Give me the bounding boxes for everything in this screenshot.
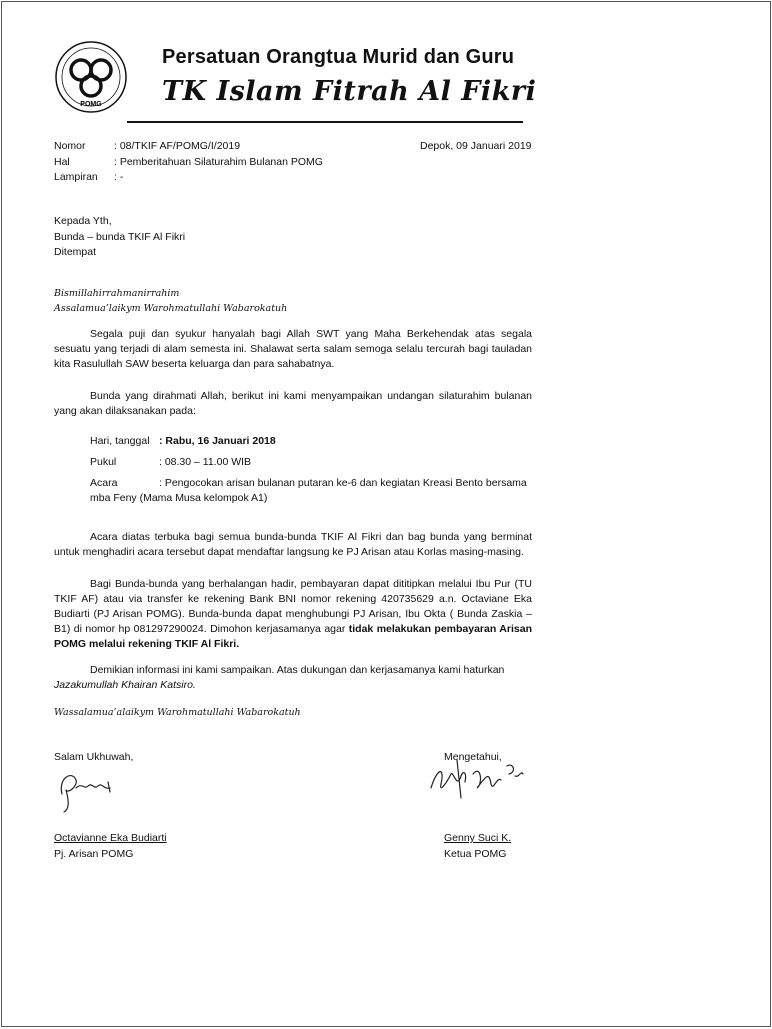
nomor-value: : 08/TKIF AF/POMG/I/2019 [114,140,241,152]
paragraph-opening: Segala puji dan syukur hanyalah bagi Allah SWT yang Maha Berkehendak atas segala sesuatu yang terjadi di alam semesta ini. Shalawat serta salam semoga selalu tercurah bagi tauladan kita Rasulullah SAW beserta keluarga dan para sahabatnya. [54,328,532,370]
payment-text: Bagi Bunda-bunda yang berhalangan hadir, pembayaran dapat dititipkan melalui Ibu Pur (TU TKIF AF) atau via transfer ke rekening Bank BNI nomor rekening 420735629 a.n. Octaviane Eka Budiarti (PJ Arisan POMG). Bunda-bunda dapat menghubungi PJ Arisan, Ibu Okta ( Bunda Zaskia – B1) di nomor hp 081297290024. Dimohon kerjasamanya agar [54,578,532,635]
nomor-label: Nomor [54,140,86,152]
event-time-value: : 08.30 – 11.00 WIB [159,456,252,468]
header-rule [127,121,523,123]
lampiran-label: Lampiran [54,171,98,183]
pomg-logo [54,40,128,114]
paragraph-registration: Acara diatas terbuka bagi semua bunda-bunda TKIF Al Fikri dan bag bunda yang berminat untuk menghadiri acara tersebut dapat mendaftar langsung ke PJ Arisan atau Korlas masing-masing. [54,531,532,558]
right-signer-role: Ketua POMG [444,848,507,860]
left-signer-role: Pj. Arisan POMG [54,848,134,860]
paragraph-closing [54,663,532,693]
right-greeting: Mengetahui, [444,751,502,763]
right-signature [427,754,527,804]
letter-page [1,1,771,1027]
svg-text:POMG: POMG [80,101,102,108]
left-signature [54,764,118,814]
right-signer-name: Genny Suci K. [444,832,512,844]
payment-warning: tidak melakukan pembayaran Arisan POMG melalui rekening TKIF Al Fikri. [54,623,532,650]
salam: Assalamua’laikym Warohmatullahi Wabarokatuh [54,303,288,314]
event-agenda-value: : Pengocokan arisan bulanan putaran ke-6 dan kegiatan Kreasi Bento bersama [159,477,527,489]
paragraph-invitation: Bunda yang dirahmati Allah, berikut ini kami menyampaikan undangan silaturahim bulanan yang akan dilaksanakan pada: [54,390,532,417]
event-day-value: : Rabu, 16 Januari 2018 [159,435,276,447]
event-agenda-label: Acara [90,477,118,489]
closing-dua: Jazakumullah Khairan Katsiro. [54,679,196,691]
closing-text: Demikian informasi ini kami sampaikan. Atas dukungan dan kerjasamanya kami haturkan [90,664,505,676]
wassalam: Wassalamua’alaikym Warohmatullahi Wabarokatuh [54,707,301,718]
event-agenda-value-cont: mba Feny (Mama Musa kelompok A1) [90,492,268,504]
recipient-line-3: Ditempat [54,246,97,258]
left-greeting: Salam Ukhuwah, [54,751,134,763]
left-signer-name: Octavianne Eka Budiarti [54,832,167,844]
lampiran-value: : - [114,171,124,183]
event-day-label: Hari, tanggal [90,435,150,447]
hal-value: : Pemberitahuan Silaturahim Bulanan POMG [114,156,323,168]
hal-label: Hal [54,156,70,168]
recipient-line-2: Bunda – bunda TKIF Al Fikri [54,231,186,243]
organization-name: Persatuan Orangtua Murid dan Guru [162,46,515,68]
school-name: TK Islam Fitrah Al Fikri [162,76,537,107]
paragraph-payment [54,577,532,652]
event-time-label: Pukul [90,456,117,468]
basmalah: Bismillahirrahmanirrahim [54,288,180,299]
place-date: Depok, 09 Januari 2019 [420,140,532,152]
recipient-line-1: Kepada Yth, [54,215,112,227]
